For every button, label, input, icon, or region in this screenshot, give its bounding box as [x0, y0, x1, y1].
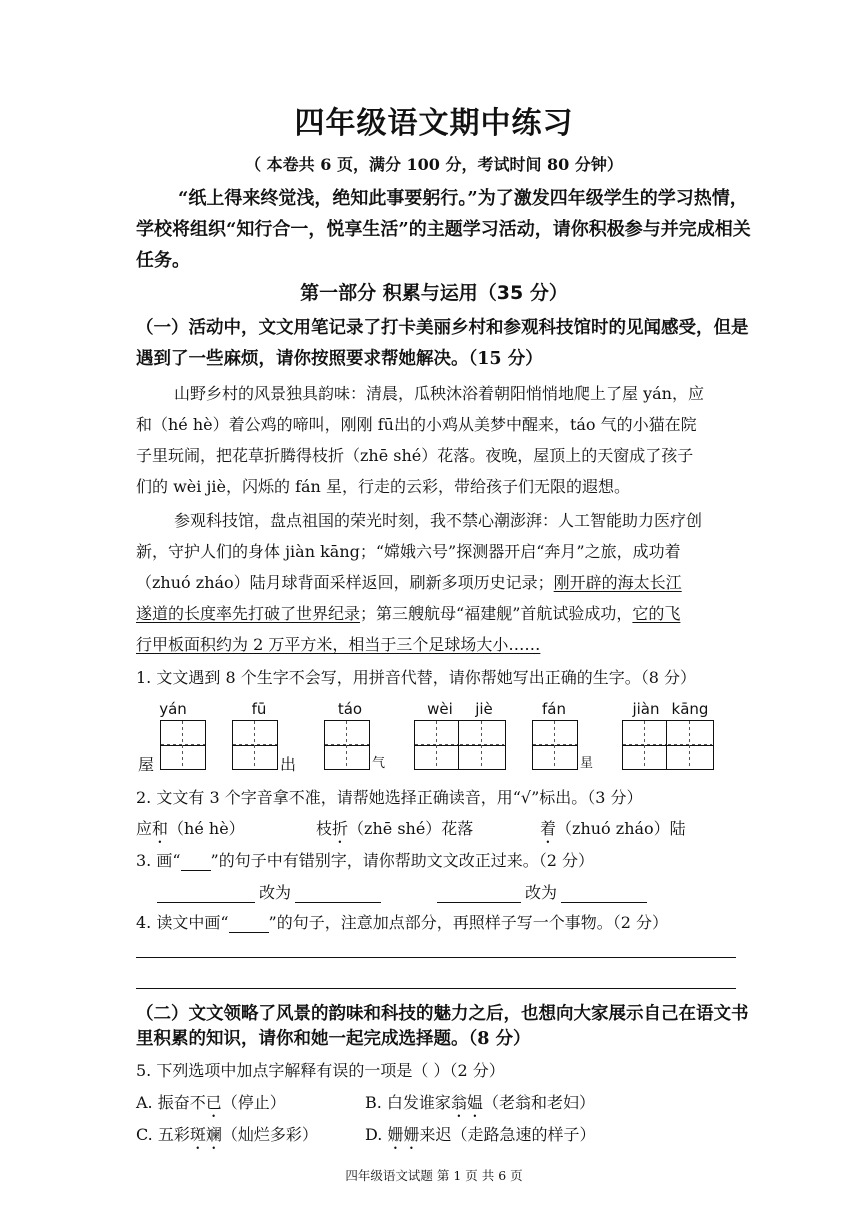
writing-box-yan[interactable] — [160, 720, 206, 770]
underlined-sentence-part-1: 刚开辟的海太长江 — [553, 573, 682, 592]
pinyin-jian: jiàn — [632, 700, 660, 718]
q2-item-yinghe[interactable] — [136, 816, 245, 847]
writing-box-tao[interactable] — [324, 720, 370, 770]
option-b[interactable] — [365, 1090, 595, 1121]
writing-box-fu[interactable] — [232, 720, 278, 770]
label-xing: 星 — [580, 756, 594, 771]
q2-item-zhishe-options: （zhē shé）花落 — [348, 819, 474, 838]
intro-line-1: “纸上得来终觉浅，绝知此事要躬行。”为了激发四年级学生的学习热情， — [178, 188, 748, 209]
page-footer: 四年级语文试题 第 1 页 共 6 页 — [345, 1168, 523, 1183]
pinyin-kang: kāng — [671, 700, 709, 718]
section-one-line-1: （一）活动中，文文用笔记录了打卡美丽乡村和参观科技馆时的见闻感受，但是 — [136, 318, 749, 338]
passage-one-line-2: 和（hé hè）着公鸡的啼叫，刚刚 fū出的小鸡从美梦中醒来，táo 气的小猫在院 — [136, 415, 697, 434]
option-b-dotted: 翁媪 — [450, 1093, 483, 1112]
q4-text-start: 4. 读文中画“ — [136, 913, 229, 932]
intro-line-2: 学校将组织“知行合一，悦享生活”的主题学习活动，请你积极参与并完成相关 — [136, 219, 751, 240]
q3-change-label-1: 改为 — [259, 883, 292, 902]
q3-change-label-2: 改为 — [525, 883, 558, 902]
q2-item-yinghe-dotted: 和 — [152, 819, 169, 838]
passage-one-line-4: 们的 wèi jiè，闪烁的 fán 星，行走的云彩，带给孩子们无限的遐想。 — [136, 477, 630, 496]
q2-item-zhuo-options: （zhuó zháo）陆 — [556, 819, 686, 838]
q2-item-zhishe-dotted: 折 — [332, 819, 349, 838]
option-c-dotted: 斑斓 — [189, 1125, 222, 1144]
passage-two-line-4 — [136, 601, 680, 624]
section-two-line-2: 里积累的知识，请你和她一起完成选择题。（8 分） — [136, 1029, 531, 1049]
q3-answer-row-2 — [437, 880, 647, 903]
label-qi: 气 — [372, 756, 386, 771]
passage-two-line-3-text: （zhuó zháo）陆月球背面采样返回，刷新多项历史记录； — [136, 573, 554, 592]
option-a[interactable] — [136, 1090, 286, 1121]
passage-two-line-2: 新，守护人们的身体 jiàn kāng；“嫦娥六号”探测器开启“奔月”之旅，成功着 — [136, 542, 681, 561]
option-b-prefix: B. 白发谁家 — [365, 1093, 451, 1112]
q2-item-zhishe-char: 枝 — [316, 819, 333, 838]
pinyin-jie: jiè — [475, 700, 493, 718]
option-c-meaning: （灿烂多彩） — [221, 1125, 318, 1144]
pinyin-fu: fū — [251, 700, 267, 718]
underlined-sentence-part-3: 它的飞 — [632, 604, 681, 623]
writing-box-weijie[interactable] — [414, 720, 506, 770]
q4-answer-line-1[interactable] — [136, 957, 736, 958]
label-wu: 屋 — [138, 755, 155, 774]
q3-answer-row-1 — [157, 880, 381, 903]
q2-item-zhuo[interactable] — [540, 816, 686, 847]
pinyin-wei: wèi — [427, 700, 453, 718]
part-one-heading: 第一部分 积累与运用（35 分） — [300, 282, 568, 304]
q3-right-char-blank-1[interactable] — [295, 884, 381, 903]
option-a-meaning: （停止） — [221, 1093, 286, 1112]
q4-underline-sample — [229, 914, 269, 933]
pinyin-yan: yán — [159, 700, 187, 718]
option-a-dotted: 已 — [205, 1093, 222, 1112]
question-5: 5. 下列选项中加点字解释有误的一项是（ ）（2 分） — [136, 1061, 505, 1080]
passage-two-line-1: 参观科技馆，盘点祖国的荣光时刻，我不禁心潮澎湃：人工智能助力医疗创 — [174, 511, 703, 530]
q2-item-yinghe-options: （hé hè） — [168, 819, 245, 838]
page-title: 四年级语文期中练习 — [294, 106, 574, 141]
writing-box-fan[interactable] — [532, 720, 578, 770]
section-one-line-2: 遇到了一些麻烦，请你按照要求帮她解决。（15 分） — [136, 349, 543, 369]
option-d-meaning: 来迟（走路急速的样子） — [419, 1125, 596, 1144]
passage-one-line-1: 山野乡村的风景独具韵味：清晨，瓜秧沐浴着朝阳悄悄地爬上了屋 yán，应 — [174, 384, 704, 403]
passage-two-line-3 — [136, 570, 682, 593]
q4-answer-line-2[interactable] — [136, 988, 736, 989]
pinyin-fan: fán — [542, 700, 566, 718]
option-c[interactable] — [136, 1122, 318, 1153]
passage-one-line-3: 子里玩闹，把花草折腾得枝折（zhē shé）花落。夜晚，屋顶上的天窗成了孩子 — [136, 446, 694, 465]
exam-note: （ 本卷共 6 页，满分 100 分，考试时间 80 分钟） — [245, 155, 623, 174]
intro-line-3: 任务。 — [136, 250, 190, 271]
q3-wrong-char-blank-2[interactable] — [437, 884, 521, 903]
option-d-dotted: 姗姗 — [387, 1125, 420, 1144]
section-two-line-1: （二）文文领略了风景的韵味和科技的魅力之后，也想向大家展示自己在语文书 — [136, 1004, 749, 1024]
option-a-prefix: A. 振奋不 — [136, 1093, 206, 1112]
q2-item-yinghe-char: 应 — [136, 819, 153, 838]
option-c-prefix: C. 五彩 — [136, 1125, 190, 1144]
q2-item-zhishe[interactable] — [316, 816, 473, 847]
label-chu: 出 — [280, 755, 297, 774]
q3-underline-sample — [181, 852, 211, 871]
question-4 — [136, 910, 668, 933]
q3-text-end: ”的句子中有错别字，请你帮助文文改正过来。（2 分） — [210, 851, 594, 870]
q2-item-zhuo-dotted: 着 — [540, 819, 557, 838]
question-3 — [136, 848, 594, 871]
option-d[interactable] — [365, 1122, 595, 1153]
q3-wrong-char-blank-1[interactable] — [157, 884, 255, 903]
question-2: 2. 文文有 3 个字音拿不准，请帮她选择正确读音，用“√”标出。（3 分） — [136, 788, 643, 807]
question-1: 1. 文文遇到 8 个生字不会写，用拼音代替，请你帮她写出正确的生字。（8 分） — [136, 668, 696, 687]
pinyin-tao: táo — [337, 700, 363, 718]
underlined-sentence-part-2: 遂道的长度率先打破了世界纪录 — [136, 604, 361, 623]
option-b-meaning: （老翁和老妇） — [482, 1093, 595, 1112]
option-d-prefix: D. — [365, 1125, 388, 1144]
passage-two-line-4-text: ；第三艘航母“福建舰”首航试验成功， — [360, 604, 633, 623]
q4-text-end: ”的句子，注意加点部分，再照样子写一个事物。（2 分） — [268, 913, 668, 932]
passage-two-line-5: 行甲板面积约为 2 万平方米，相当于三个足球场大小…… — [136, 635, 541, 654]
q3-right-char-blank-2[interactable] — [561, 884, 647, 903]
q3-text-start: 3. 画“ — [136, 851, 181, 870]
writing-box-jiankang[interactable] — [622, 720, 714, 770]
